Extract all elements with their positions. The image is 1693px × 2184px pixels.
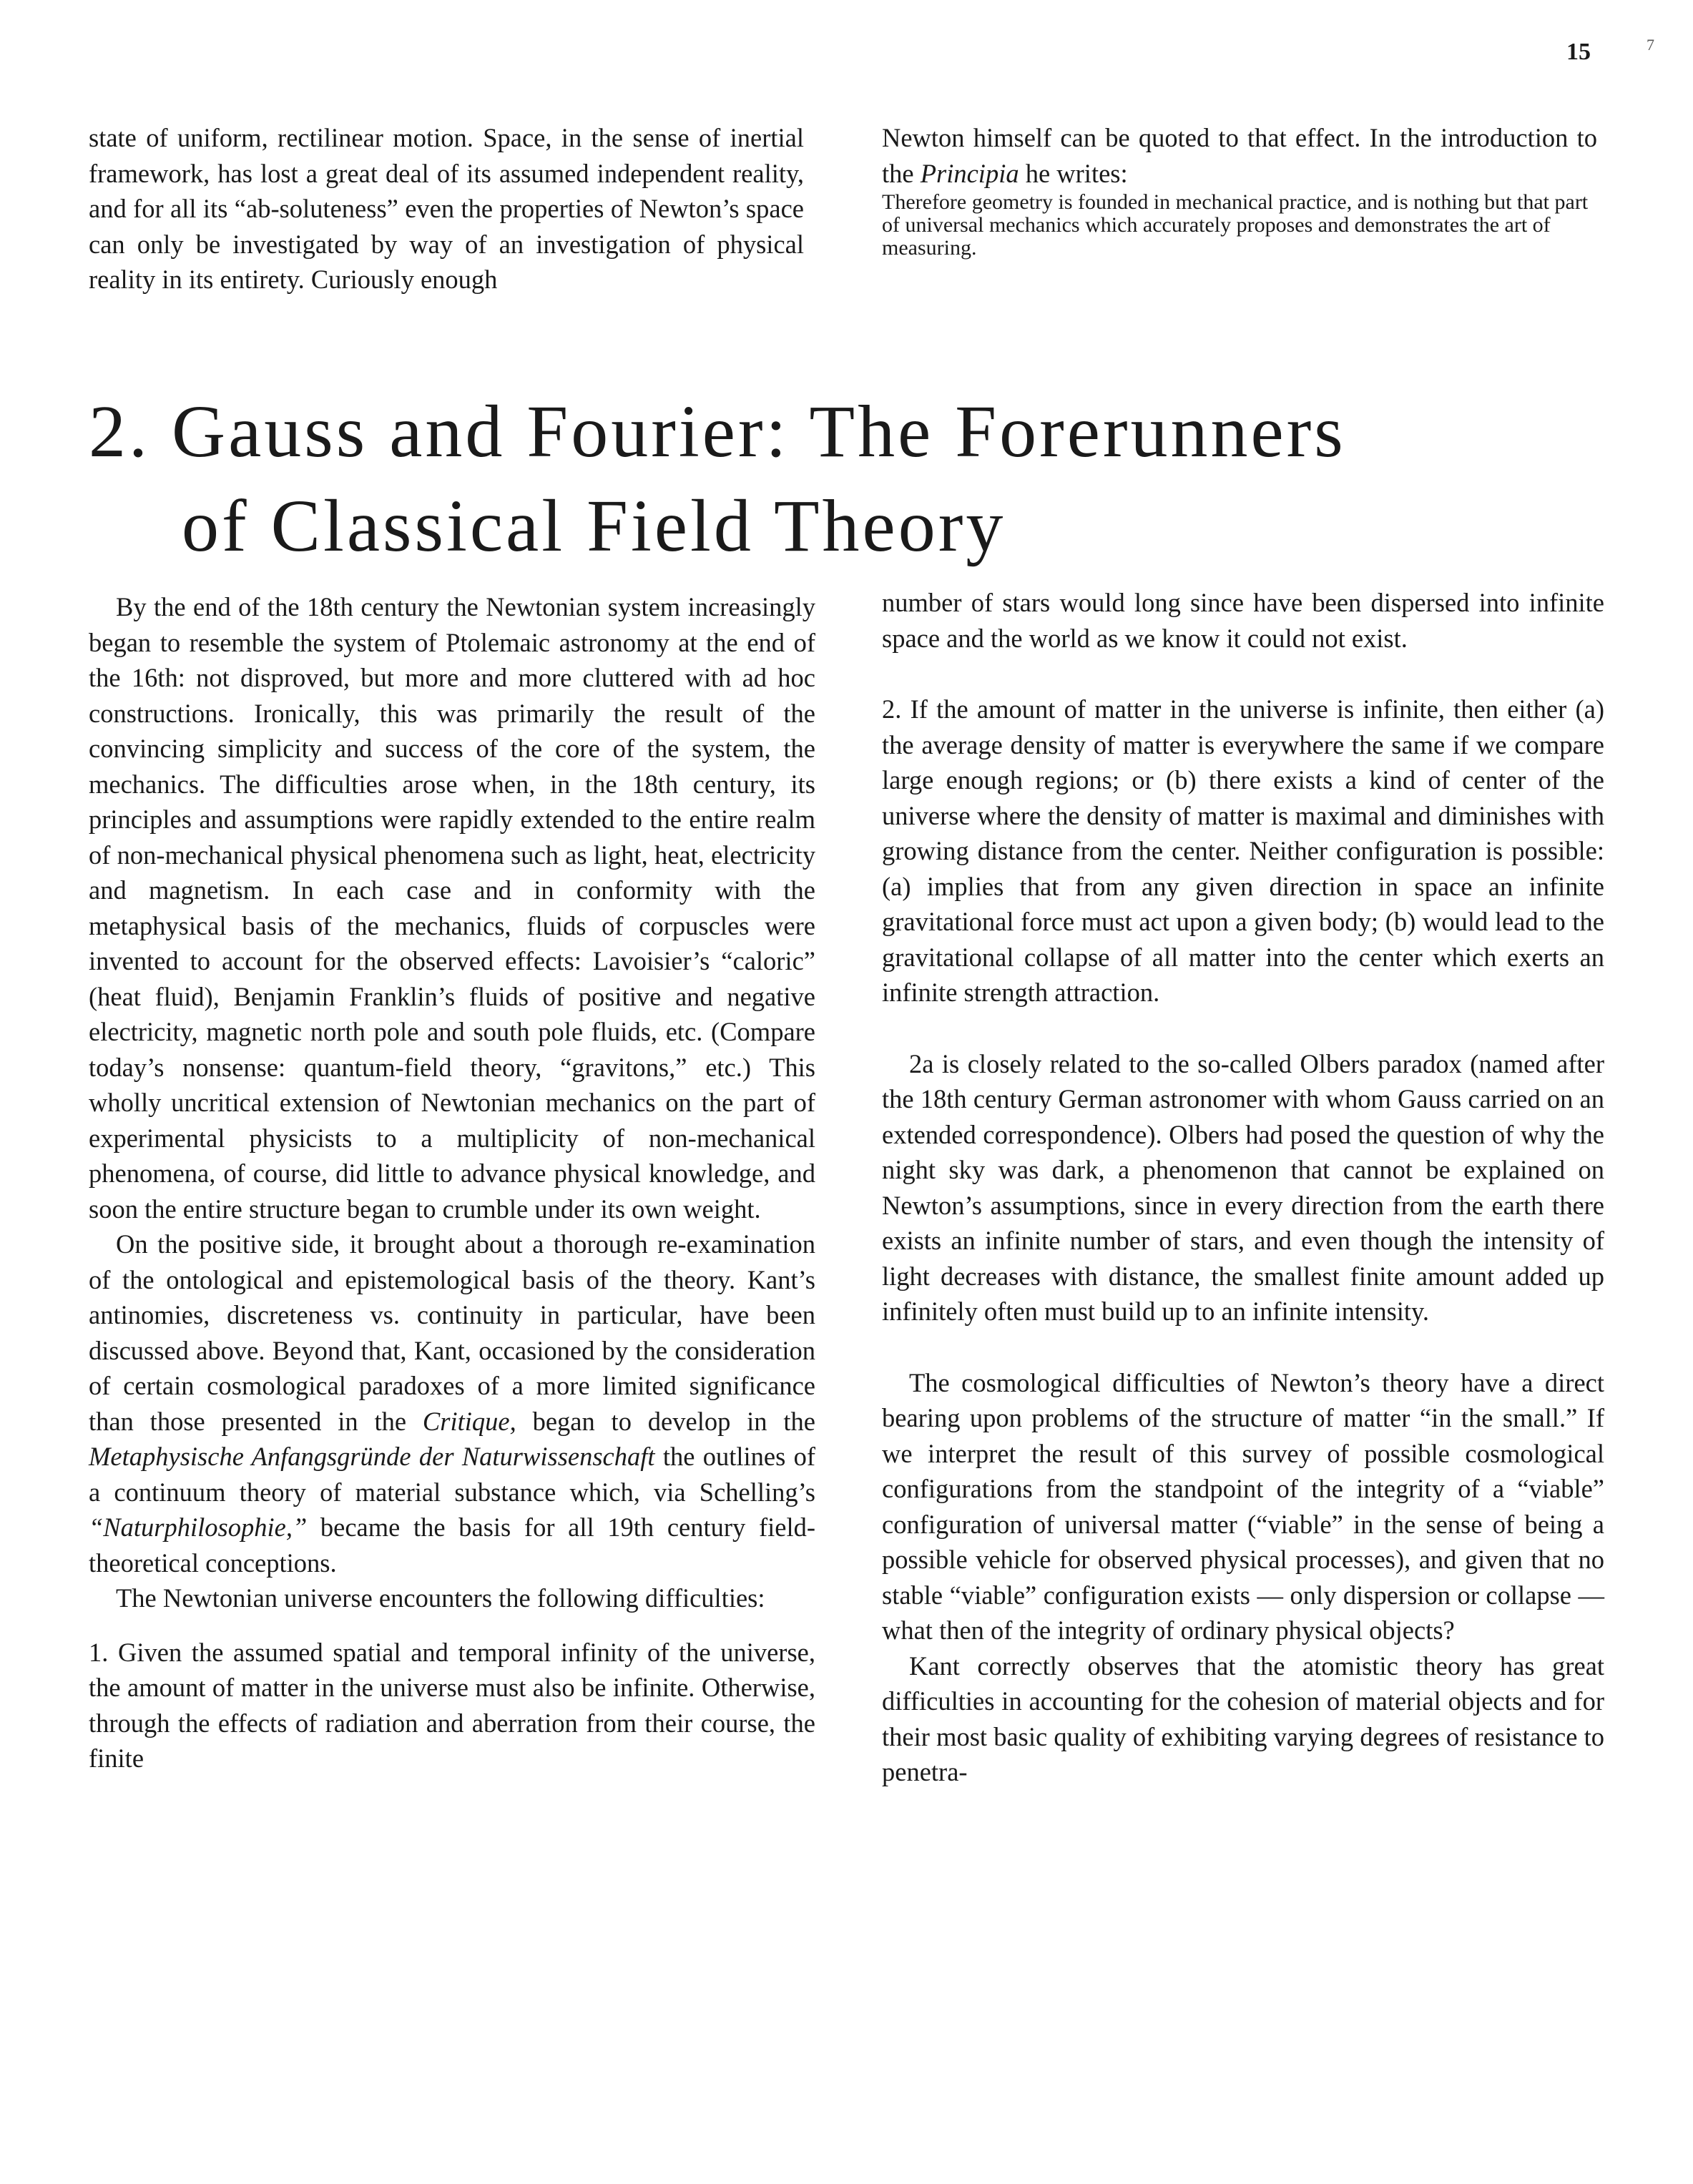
corner-mark: 7: [1647, 36, 1654, 54]
section-title-line2: of Classical Field Theory: [182, 485, 1006, 567]
left-paragraph-2-a: On the positive side, it brought about a thorough re-examination of the ontological and epistemological basis of the theory. Kant’s antinomies, discreteness vs. continuity in particular, have been discussed above. Beyond that, Kant, occasioned by the consideration of certain cosmological paradoxes of a more limited significance than those presented in the: [89, 1229, 815, 1436]
left-paragraph-2-b: began to develop in the: [516, 1406, 815, 1436]
section-title: [89, 385, 1648, 574]
right-paragraph-4: The cosmological difficulties of Newton’s theory have a direct bearing upon problems of the structure of matter “in the small.” If we interpret the result of this survey of possible cosmological configurations from the standpoint of the integrity of a “viable” configuration of universal matter (“viable” in the sense of being a possible vehicle for observed physical processes), and given that no stable “viable” configuration exists — only dispersion or collapse — what then of the integrity of ordinary physical objects?: [882, 1367, 1604, 1645]
left-paragraph-2: [89, 1226, 815, 1580]
left-column: [89, 589, 815, 1776]
newton-quote: Therefore geometry is founded in mechanical practice, and is nothing but that part of universal mechanics which accurately proposes and demonstrates the art of measuring.: [882, 190, 1589, 260]
principia-intro: [882, 120, 1597, 191]
left-paragraph-2-c: the outlines of a continuum theory of material substance which, via Schelling’s: [89, 1442, 815, 1507]
right-paragraph-2: 2. If the amount of matter in the universe is infinite, then either (a) the average density of matter is everywhere the same if we compare large enough regions; or (b) there exists a kind of center of the universe where the density of matter is maximal and diminishes with growing distance from the center. Neither configuration is possible: (a) implies that from any given direction in space an infinite gravitational force must act upon a given body; (b) would lead to the gravitational collapse of all matter into the center which exerts an infinite strength attraction.: [882, 694, 1604, 1007]
top-left-column: [89, 120, 804, 297]
right-paragraph-3: 2a is closely related to the so-called Olbers paradox (named after the 18th century German astronomer with whom Gauss carried on an extended correspondence). Olbers had posed the question of why the night sky was dark, a phenomenon that cannot be explained on Newton’s assumptions, since in every direction from the earth there exists an infinite number of stars, and even though the intensity of light decreases with distance, the smallest finite amount added up infinitely often must build up to an infinite intensity.: [882, 1048, 1604, 1326]
anfangsgruende-title: Metaphysische Anfangsgründe der Naturwissenschaft: [89, 1442, 655, 1471]
principia-intro-before: Newton himself can be quoted to that effect. In the introduction to the: [882, 123, 1597, 188]
principia-intro-after: he writes:: [1019, 158, 1128, 188]
critique-title: Critique,: [422, 1406, 516, 1436]
right-paragraph-1: number of stars would long since have been dispersed into infinite space and the world as we know it could not exist.: [882, 588, 1604, 653]
top-left-paragraph: state of uniform, rectilinear motion. Space, in the sense of inertial framework, has lost a great deal of its assumed independent reality, and for all its “ab-soluteness” even the properties of Newton’s space can only be investigated by way of an investigation of physical reality in its entirety. Curiously enough: [89, 123, 804, 294]
principia-title: Principia: [920, 158, 1019, 188]
left-paragraph-3: The Newtonian universe encounters the following difficulties:: [116, 1583, 765, 1613]
left-paragraph-1: By the end of the 18th century the Newtonian system increasingly began to resemble the system of Ptolemaic astronomy at the end of the 16th: not disproved, but more and more cluttered with ad hoc constructions. Ironically, this was primarily the result of the convincing simplicity and success of the core of the system, the mechanics. The difficulties arose when, in the 18th century, its principles and assumptions were rapidly extended to the entire realm of non-mechanical physical phenomena such as light, heat, electricity and magnetism. In each case and in conformity with the metaphysical basis of the mechanics, fluids of corpuscles were invented to account for the observed effects: Lavoisier’s “caloric” (heat fluid), Benjamin Franklin’s fluids of positive and negative electricity, magnetic north pole and south pole fluids, etc. (Compare today’s nonsense: quantum-field theory, “gravitons,” etc.) This wholly uncritical extension of Newtonian mechanics on the part of experimental physicists to a multiplicity of non-mechanical phenomena, of course, did little to advance physical knowledge, and soon the entire structure began to crumble under its own weight.: [89, 592, 815, 1224]
right-column: [882, 585, 1604, 1790]
section-title-line1: 2. Gauss and Fourier: The Forerunners: [89, 390, 1346, 473]
right-paragraph-5: Kant correctly observes that the atomistic theory has great difficulties in accounting for the cohesion of material objects and for their most basic quality of exhibiting varying degrees of resistance to penetra-: [882, 1651, 1604, 1786]
left-paragraph-2-d: became the basis for all 19th century field-theoretical conceptions.: [89, 1512, 815, 1578]
top-right-column: [882, 120, 1597, 260]
page-number: 15: [1566, 39, 1591, 65]
left-paragraph-4: 1. Given the assumed spatial and temporal infinity of the universe, the amount of matter in the universe must also be infinite. Otherwise, through the effects of radiation and aberration from their course, the finite: [89, 1637, 815, 1773]
naturphilosophie-title: “Naturphilosophie,”: [89, 1512, 308, 1542]
